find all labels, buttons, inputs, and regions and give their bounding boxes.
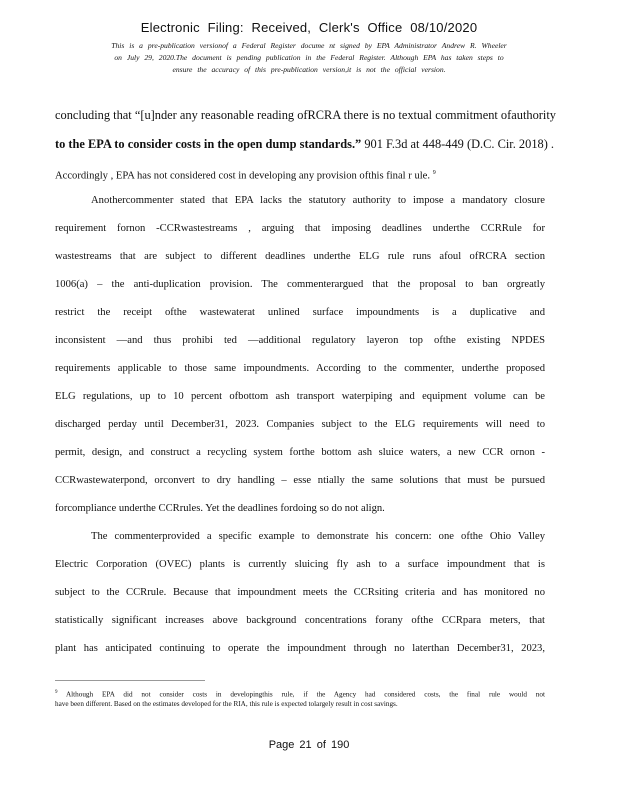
body-line: restrict the receipt ofthe wastewaterat unlined surface impoundments is a duplicative and <box>55 307 545 318</box>
footnote-reference: 9 <box>432 170 436 176</box>
body-line: discharged perday until December31, 2023. Companies subject to the ELG requirements will need to <box>55 419 545 430</box>
footnote-separator <box>55 680 205 681</box>
body-line: concluding that “[u]nder any reasonable reading ofRCRA there is no textual commitment ofauthority <box>55 108 556 122</box>
footnote-text: Although EPA did not consider costs in developingthis rule, if the Agency had considered costs, the final rule would not <box>65 690 545 699</box>
body-line: statistically significant increases above background concentrations forany ofthe CCRpara meters, that <box>55 615 545 626</box>
body-line <box>55 137 555 151</box>
body-line: forcompliance underthe CCRrules. Yet the deadlines fordoing so do not align. <box>55 503 385 514</box>
body-line <box>55 166 545 184</box>
body-line: plant has anticipated continuing to operate the impoundment through no laterthan December31, 2023, <box>55 643 545 654</box>
body-line: wastestreams that are subject to different deadlines underthe ELG rule runs afoul ofRCRA section <box>55 251 545 262</box>
body-text: Accordingly , EPA has not considered cost in developing any provision ofthis final r ule. <box>55 170 431 182</box>
filing-header: Electronic Filing: Received, Clerk's Office 08/10/2020 <box>140 20 478 35</box>
page-number: Page 21 of 190 <box>268 739 350 751</box>
body-line: ELG regulations, up to 10 percent ofbottom ash transport waterpiping and equipment volume can be <box>55 391 545 402</box>
disclaimer-line: on July 29, 2020.The document is pending publication in the Federal Register. Although EPA has taken steps to <box>114 53 504 62</box>
body-line: subject to the CCRrule. Because that impoundment meets the CCRsiting criteria and has monitored no <box>55 587 545 598</box>
body-line: 1006(a) – the anti-duplication provision. The commenterargued that the proposal to ban orgreatly <box>55 279 545 290</box>
footnote-number: 9 <box>55 690 58 695</box>
body-line: inconsistent —and thus prohibi ted —additional regulatory layeron top ofthe existing NPDES <box>55 335 545 346</box>
quoted-holding: to the EPA to consider costs in the open dump standards.” <box>55 137 362 151</box>
body-line: requirement fornon -CCRwastestreams , arguing that imposing deadlines underthe CCRRule for <box>55 223 545 234</box>
disclaimer-line: ensure the accuracy of this pre-publication version,it is not the official version. <box>172 65 446 74</box>
body-line: requirements applicable to those same impoundments. According to the commenter, underthe proposed <box>55 363 545 374</box>
body-line: The commenterprovided a specific example to demonstrate his concern: one ofthe Ohio Valley <box>91 531 545 542</box>
body-line: Electric Corporation (OVEC) plants is currently sluicing fly ash to a surface impoundment that is <box>55 559 545 570</box>
body-line: Anothercommenter stated that EPA lacks the statutory authority to impose a mandatory closure <box>91 195 545 206</box>
body-line: CCRwastewaterpond, orconvert to dry handling – esse ntially the same solutions that must be pursued <box>55 475 545 486</box>
disclaimer-line: This is a pre-publication versionof a Federal Register docume nt signed by EPA Administrator Andrew R. Wheeler <box>111 41 507 50</box>
footnote-line: have been different. Based on the estimates developed for the RIA, this rule is expected tolargely result in cost savings. <box>55 700 398 708</box>
body-line: permit, design, and construct a recycling system forthe bottom ash sluice waters, a new CCR ornon - <box>55 447 545 458</box>
footnote-line <box>55 688 545 699</box>
citation-text: 901 F.3d at 448-449 (D.C. Cir. 2018) . <box>361 137 555 151</box>
